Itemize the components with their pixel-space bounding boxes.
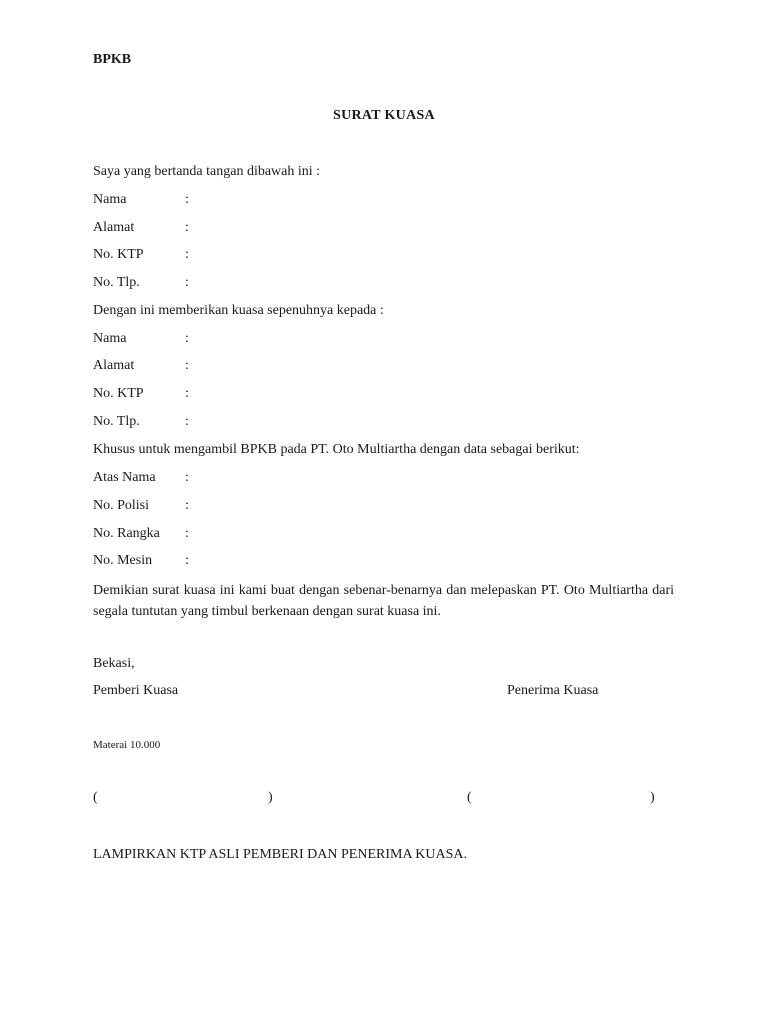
intro-text: Saya yang bertanda tangan dibawah ini : (93, 164, 321, 179)
grantee-address-label: Alamat (93, 358, 135, 373)
vehicle-engine-label: No. Mesin (93, 553, 153, 568)
grantee-phone-label: No. Tlp. (93, 414, 140, 429)
footer-note: LAMPIRKAN KTP ASLI PEMBERI DAN PENERIMA KUASA. (93, 847, 468, 862)
grantee-phone-colon: : (185, 414, 189, 429)
vehicle-owner-colon: : (185, 470, 189, 485)
vehicle-plate-colon: : (185, 498, 189, 513)
vehicle-chassis-colon: : (185, 526, 189, 541)
grantee-address-colon: : (185, 358, 189, 373)
grantor-phone-colon: : (185, 275, 189, 290)
signature-place: Bekasi, (93, 656, 135, 671)
grantor-signature-open-paren: ( (93, 790, 98, 805)
grantor-signature-close-paren: ) (268, 790, 273, 805)
grantor-ktp-colon: : (185, 247, 189, 262)
grantee-name-colon: : (185, 331, 189, 346)
vehicle-owner-label: Atas Nama (93, 470, 156, 485)
grantor-phone-label: No. Tlp. (93, 275, 140, 290)
grantor-address-colon: : (185, 220, 189, 235)
grant-text: Dengan ini memberikan kuasa sepenuhnya kepada : (93, 303, 384, 318)
document-title: SURAT KUASA (333, 108, 435, 123)
grantor-name-colon: : (185, 192, 189, 207)
purpose-text: Khusus untuk mengambil BPKB pada PT. Oto Multiartha dengan data sebagai berikut: (93, 442, 580, 457)
closing-paragraph: Demikian surat kuasa ini kami buat dengan sebenar-benarnya dan melepaskan PT. Oto Multiartha dari segala tuntutan yang timbul berkenaan dengan surat kuasa ini. (93, 583, 674, 619)
grantee-signature-label: Penerima Kuasa (507, 683, 599, 698)
grantee-ktp-label: No. KTP (93, 386, 144, 401)
grantor-ktp-label: No. KTP (93, 247, 144, 262)
grantor-signature-label: Pemberi Kuasa (93, 683, 179, 698)
document-code: BPKB (93, 52, 132, 67)
grantor-address-label: Alamat (93, 220, 135, 235)
vehicle-engine-colon: : (185, 553, 189, 568)
vehicle-chassis-label: No. Rangka (93, 526, 160, 541)
vehicle-plate-label: No. Polisi (93, 498, 150, 513)
grantor-name-label: Nama (93, 192, 127, 207)
grantee-ktp-colon: : (185, 386, 189, 401)
grantee-signature-close-paren: ) (650, 790, 655, 805)
grantee-signature-open-paren: ( (467, 790, 472, 805)
grantee-name-label: Nama (93, 331, 127, 346)
stamp-note: Materai 10.000 (93, 739, 161, 751)
